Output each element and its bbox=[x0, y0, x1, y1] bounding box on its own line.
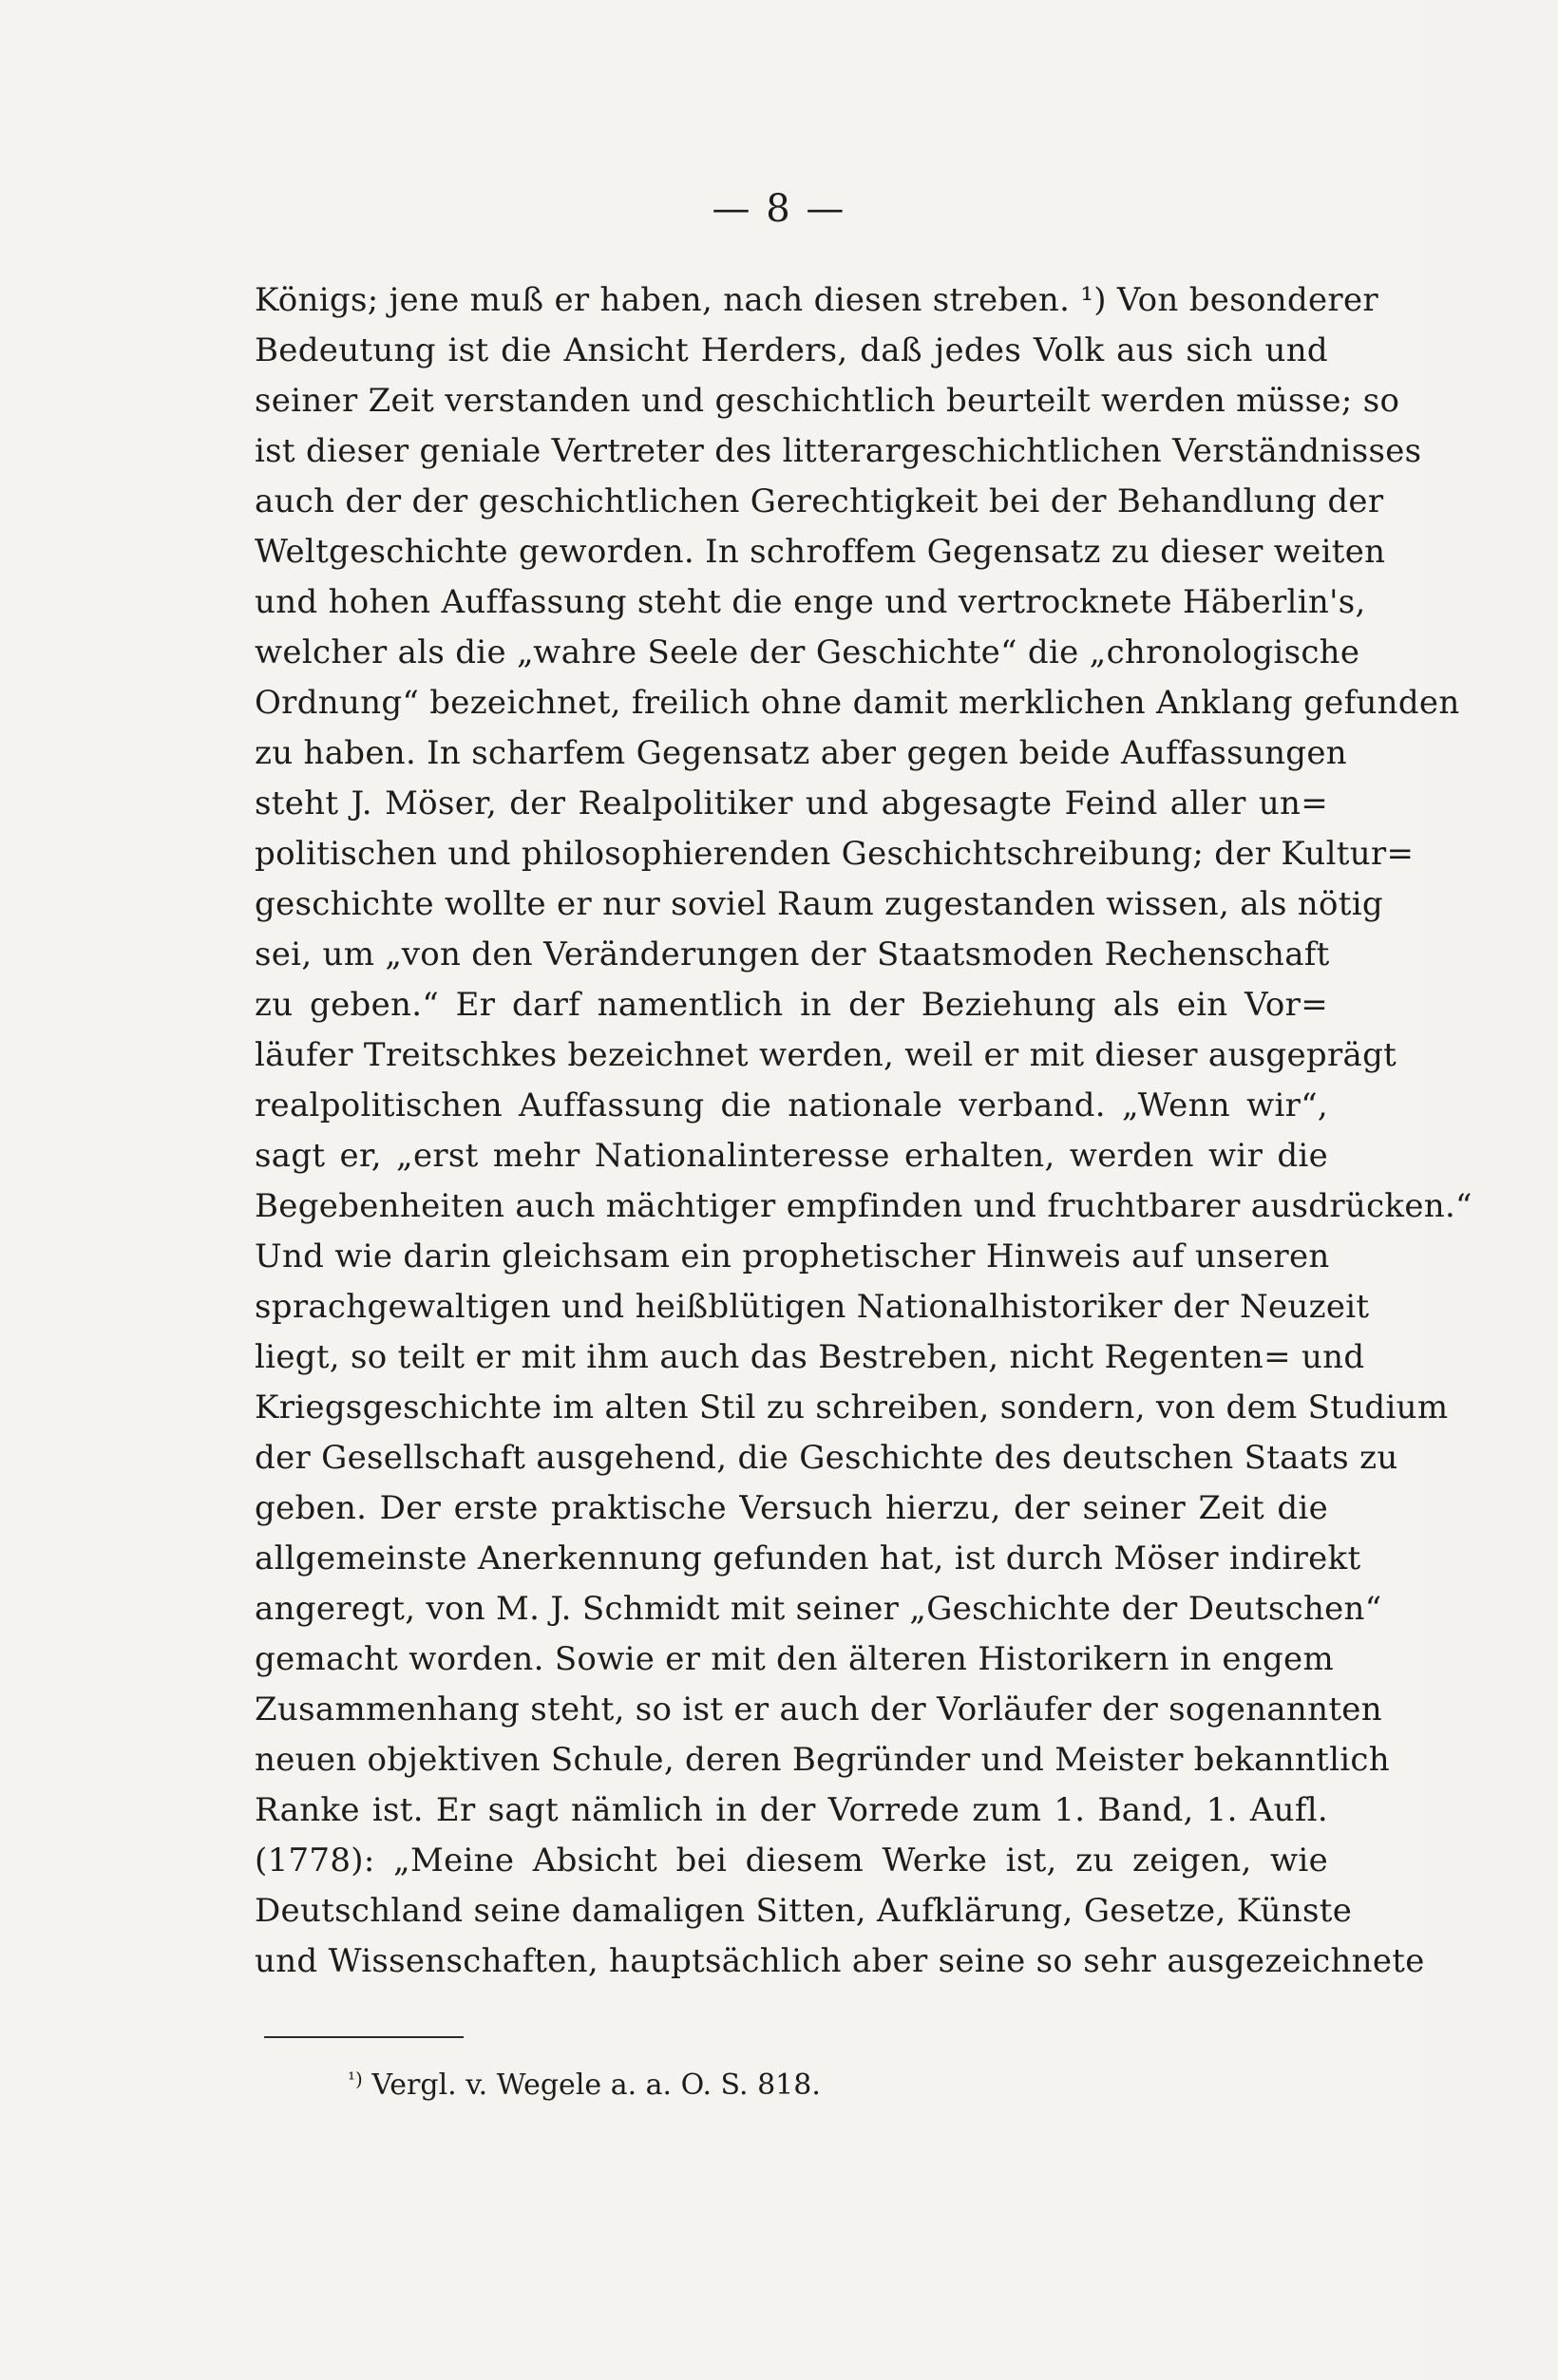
text-line: Ordnung“ bezeichnet, freilich ohne damit merklichen Anklang gefunden bbox=[255, 684, 1460, 722]
text-line: allgemeinste Anerkennung gefunden hat, ist durch Möser indirekt bbox=[255, 1539, 1361, 1577]
text-line: geschichte wollte er nur soviel Raum zugestanden wissen, als nötig bbox=[255, 885, 1383, 923]
footnote-marker: ¹) bbox=[348, 2068, 363, 2090]
text-line: Bedeutung ist die Ansicht Herders, daß jedes Volk aus sich und bbox=[255, 331, 1328, 369]
text-line: gemacht worden. Sowie er mit den älteren Historikern in engem bbox=[255, 1640, 1334, 1678]
body-text bbox=[255, 275, 1472, 1987]
text-line: sei, um „von den Veränderungen der Staatsmoden Rechenschaft bbox=[255, 935, 1330, 973]
footnote-text: Vergl. v. Wegele a. a. O. S. 818. bbox=[371, 2068, 821, 2102]
text-line: seiner Zeit verstanden und geschichtlich beurteilt werden müsse; so bbox=[255, 382, 1400, 420]
text-line: realpolitischen Auffassung die nationale verband. „Wenn wir“, bbox=[255, 1086, 1328, 1124]
text-line: (1778): „Meine Absicht bei diesem Werke ist, zu zeigen, wie bbox=[255, 1842, 1328, 1879]
text-line: Kriegsgeschichte im alten Stil zu schreiben, sondern, von dem Studium bbox=[255, 1388, 1449, 1426]
page-number: — 8 — bbox=[712, 187, 846, 231]
text-line: geben. Der erste praktische Versuch hierzu, der seiner Zeit die bbox=[255, 1489, 1328, 1527]
text-line: sagt er, „erst mehr Nationalinteresse erhalten, werden wir die bbox=[255, 1137, 1328, 1175]
text-line: der Gesellschaft ausgehend, die Geschichte des deutschen Staats zu bbox=[255, 1439, 1398, 1477]
text-line: liegt, so teilt er mit ihm auch das Bestreben, nicht Regenten= und bbox=[255, 1338, 1365, 1376]
text-line: welcher als die „wahre Seele der Geschichte“ die „chronologische bbox=[255, 633, 1360, 671]
footnote bbox=[348, 2065, 821, 2106]
text-line: läufer Treitschkes bezeichnet werden, weil er mit dieser ausgeprägt bbox=[255, 1036, 1397, 1074]
text-line: neuen objektiven Schule, deren Begründer und Meister bekanntlich bbox=[255, 1741, 1390, 1779]
text-line: sprachgewaltigen und heißblütigen Nationalhistoriker der Neuzeit bbox=[255, 1288, 1370, 1326]
text-line: und Wissenschaften, hauptsächlich aber seine so sehr ausgezeichnete bbox=[255, 1942, 1425, 1980]
text-line: Königs; jene muß er haben, nach diesen streben. ¹) Von besonderer bbox=[255, 281, 1378, 319]
text-line: auch der der geschichtlichen Gerechtigkeit bei der Behandlung der bbox=[255, 482, 1384, 520]
footnote-divider bbox=[264, 2036, 464, 2038]
text-line: politischen und philosophierenden Geschichtschreibung; der Kultur= bbox=[255, 835, 1415, 873]
text-line: zu haben. In scharfem Gegensatz aber gegen beide Auffassungen bbox=[255, 734, 1347, 772]
text-line: steht J. Möser, der Realpolitiker und abgesagte Feind aller un= bbox=[255, 784, 1328, 822]
text-line: angeregt, von M. J. Schmidt mit seiner „Geschichte der Deutschen“ bbox=[255, 1590, 1382, 1628]
text-line: Zusammenhang steht, so ist er auch der Vorläufer der sogenannten bbox=[255, 1691, 1382, 1728]
text-line: Begebenheiten auch mächtiger empfinden und fruchtbarer ausdrücken.“ bbox=[255, 1187, 1472, 1225]
text-line: zu geben.“ Er darf namentlich in der Beziehung als ein Vor= bbox=[255, 986, 1328, 1024]
text-line: ist dieser geniale Vertreter des litterargeschichtlichen Verständnisses bbox=[255, 432, 1422, 470]
text-line: und hohen Auffassung steht die enge und vertrocknete Häberlin's, bbox=[255, 583, 1366, 621]
text-line: Weltgeschichte geworden. In schroffem Gegensatz zu dieser weiten bbox=[255, 533, 1386, 571]
text-line: Deutschland seine damaligen Sitten, Aufklärung, Gesetze, Künste bbox=[255, 1892, 1353, 1930]
text-line: Ranke ist. Er sagt nämlich in der Vorrede zum 1. Band, 1. Aufl. bbox=[255, 1791, 1328, 1829]
text-line: Und wie darin gleichsam ein prophetischer Hinweis auf unseren bbox=[255, 1237, 1330, 1275]
